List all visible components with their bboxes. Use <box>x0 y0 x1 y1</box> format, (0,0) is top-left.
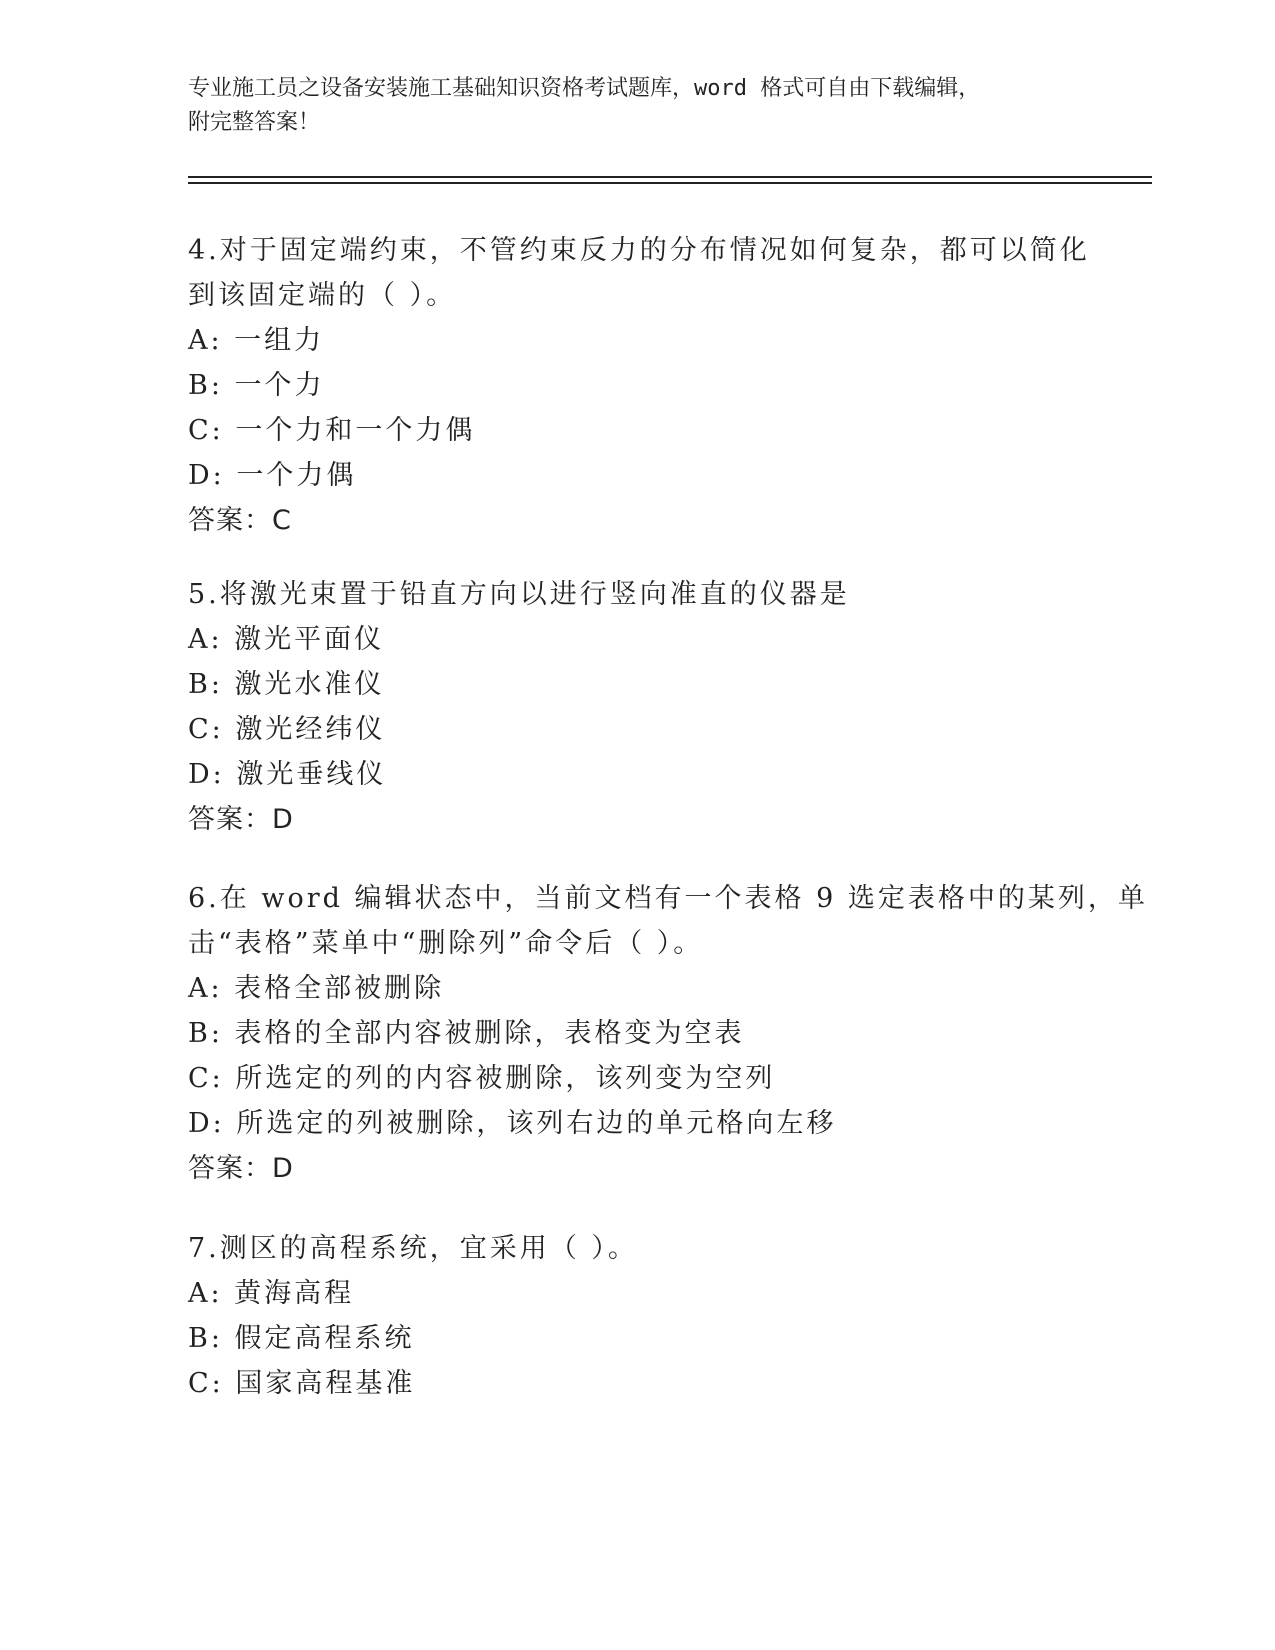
question-stem: 4.对于固定端约束，不管约束反力的分布情况如何复杂，都可以简化 <box>188 235 1090 266</box>
option-d: D: 所选定的列被删除，该列右边的单元格向左移 <box>188 1108 837 1139</box>
question-5 <box>188 572 1088 842</box>
option-c: C: 一个力和一个力偶 <box>188 415 476 446</box>
option-b: B: 表格的全部内容被删除，表格变为空表 <box>188 1018 745 1049</box>
header-divider-bottom <box>188 182 1152 184</box>
option-c: C: 国家高程基准 <box>188 1368 416 1399</box>
option-b: B: 假定高程系统 <box>188 1323 415 1354</box>
answer-value: D <box>272 1153 294 1184</box>
answer-value: D <box>272 804 294 835</box>
document-header <box>188 72 1068 140</box>
question-stem: 5.将激光束置于铅直方向以进行竖向准直的仪器是 <box>188 579 850 610</box>
answer-label: 答案： <box>188 1153 272 1184</box>
option-c: C: 激光经纬仪 <box>188 714 386 745</box>
question-stem: 6.在 word 编辑状态中，当前文档有一个表格 9 选定表格中的某列，单 <box>188 883 1148 914</box>
header-line-2: 附完整答案！ <box>188 110 321 135</box>
header-divider-top <box>188 176 1152 178</box>
answer <box>188 797 1088 842</box>
option-b: B: 一个力 <box>188 370 325 401</box>
option-a: A: 黄海高程 <box>188 1278 355 1309</box>
question-4 <box>188 228 1088 543</box>
header-line-1: 专业施工员之设备安装施工基础知识资格考试题库，word 格式可自由下载编辑， <box>188 76 981 101</box>
option-a: A: 一组力 <box>188 325 325 356</box>
answer-value: C <box>272 505 292 536</box>
answer <box>188 1146 1088 1191</box>
question-stem: 7.测区的高程系统，宜采用（ ）。 <box>188 1233 638 1264</box>
option-d: D: 一个力偶 <box>188 460 357 491</box>
option-a: A: 表格全部被删除 <box>188 973 445 1004</box>
option-a: A: 激光平面仪 <box>188 624 385 655</box>
answer-label: 答案： <box>188 804 272 835</box>
answer <box>188 498 1088 543</box>
option-b: B: 激光水准仪 <box>188 669 385 700</box>
question-6 <box>188 876 1148 1191</box>
option-c: C: 所选定的列的内容被删除，该列变为空列 <box>188 1063 776 1094</box>
answer-label: 答案： <box>188 505 272 536</box>
question-stem-continued: 到该固定端的（ ）。 <box>188 280 457 311</box>
question-stem-continued: 击“表格”菜单中“删除列”命令后（ ）。 <box>188 928 704 959</box>
option-d: D: 激光垂线仪 <box>188 759 387 790</box>
question-7 <box>188 1226 1088 1406</box>
